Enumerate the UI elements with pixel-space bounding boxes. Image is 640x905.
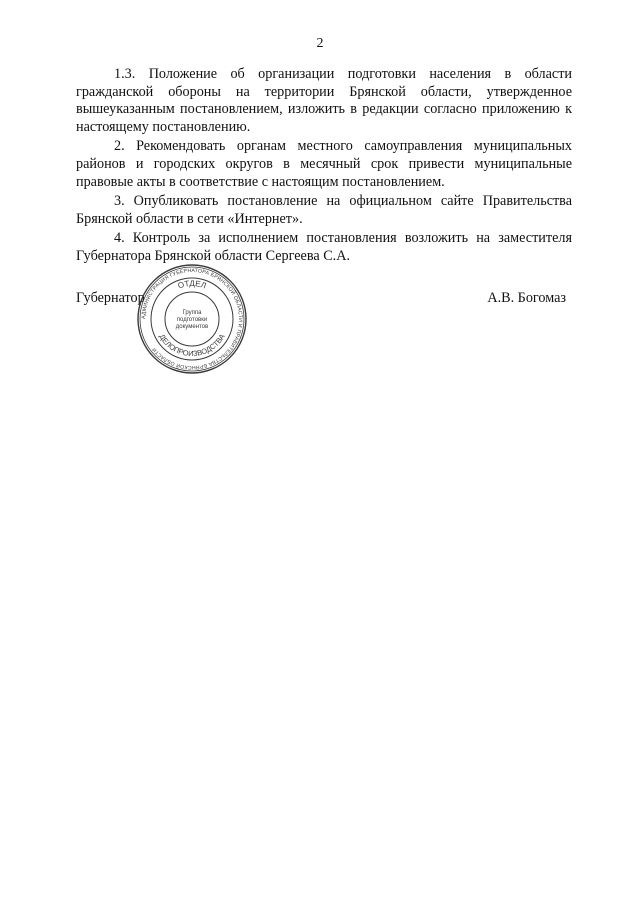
stamp-outer-text: АДМИНИСТРАЦИЯ ГУБЕРНАТОРА БРЯНСКОЙ ОБЛАСТИ И ПРАВИТЕЛЬСТВА БРЯНСКОЙ ОБЛАСТИ — [140, 267, 244, 371]
stamp-center-line-1: Группа — [182, 310, 202, 316]
stamp-ring-top: ОТДЕЛ — [176, 278, 208, 291]
page-number: 2 — [316, 36, 324, 51]
stamp-ring-bottom: ДЕЛОПРОИЗВОДСТВА — [157, 332, 227, 359]
signature-name: А.В. Богомаз — [487, 290, 566, 306]
paragraph-3: 3. Опубликовать постановление на официальном сайте Правительства Брянской области в сети «Интернет». — [76, 193, 572, 227]
svg-text:ОТДЕЛ — [177, 279, 208, 290]
seal-stamp — [136, 263, 248, 375]
signature-title: Губернатор — [76, 290, 145, 306]
paragraph-1-3: 1.3. Положение об организации подготовки населения в области гражданской обороны на территории Брянской области, утвержденное вышеуказанным постановлением, изложить в редакции согласно приложению к настоящему постановлению. — [76, 66, 572, 135]
stamp-center-line-3: документов — [175, 324, 209, 330]
svg-text:ДЕЛОПРОИЗВОДСТВА — [157, 332, 226, 358]
paragraph-4: 4. Контроль за исполнением постановления возложить на заместителя Губернатора Брянской области Сергеева С.А. — [76, 230, 572, 264]
paragraph-2: 2. Рекомендовать органам местного самоуправления муниципальных районов и городских округов в месячный срок привести муниципальные правовые акты в соответствие с настоящим постановлением. — [76, 138, 572, 190]
stamp-center-line-2: подготовки — [176, 317, 208, 323]
document-body — [76, 66, 572, 268]
